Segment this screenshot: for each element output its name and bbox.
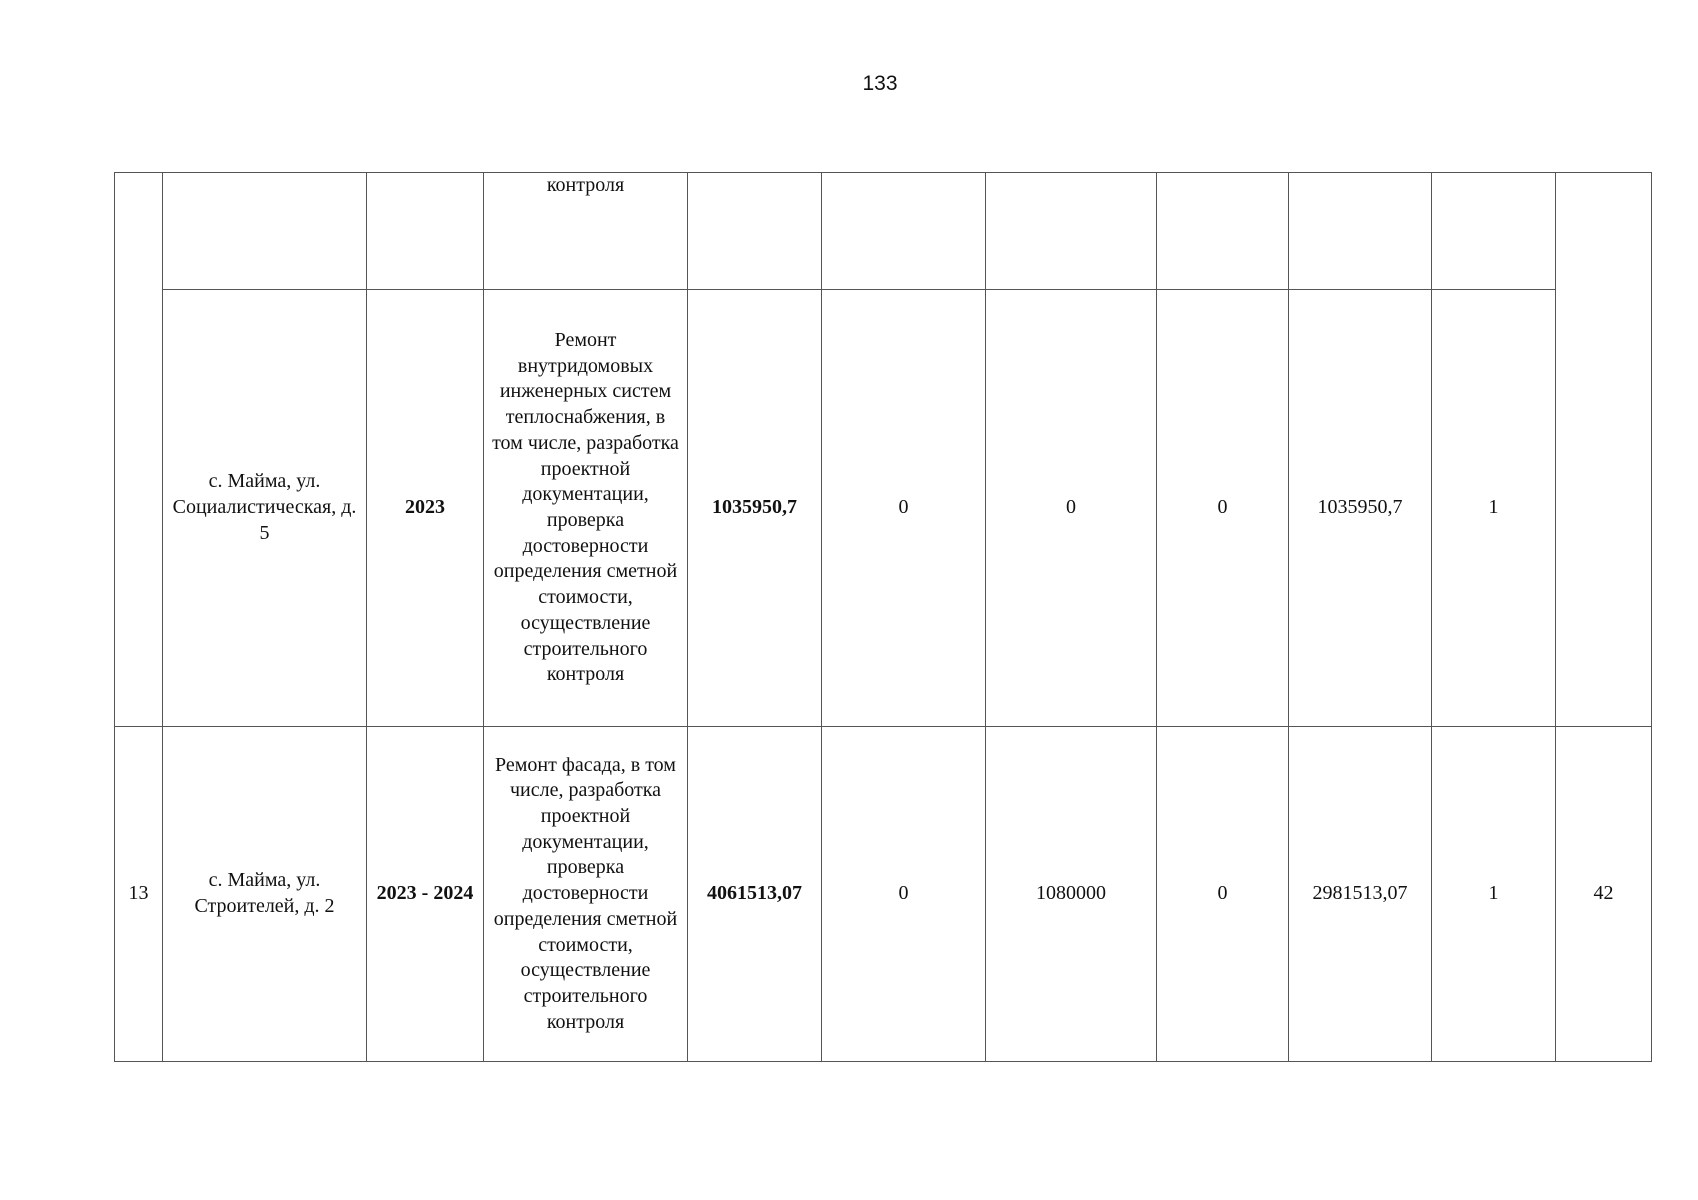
funding-cell-2: 1080000 xyxy=(986,727,1157,1062)
page-number: 133 xyxy=(862,72,898,95)
funding-cell-3: 0 xyxy=(1157,290,1289,727)
address-cell: с. Майма, ул. Социалистическая, д. 5 xyxy=(163,290,367,727)
row-number-cell: 13 xyxy=(115,727,163,1062)
address-cell xyxy=(163,173,367,290)
funding-cell-3: 0 xyxy=(1157,727,1289,1062)
table-row xyxy=(115,173,1652,290)
period-cell: 2023 xyxy=(367,290,484,727)
table-row xyxy=(115,727,1652,1062)
work-description-cell: Ремонт фасада, в том числе, разработка проектной документации, проверка достоверности определения сметной стоимости, осуществление строительного контроля xyxy=(484,727,688,1062)
total-cost-cell: 4061513,07 xyxy=(688,727,822,1062)
address-cell: с. Майма, ул. Строителей, д. 2 xyxy=(163,727,367,1062)
work-description-cell: контроля xyxy=(484,173,688,290)
funding-cell-3 xyxy=(1157,173,1289,290)
extra-cell xyxy=(1556,173,1652,727)
funding-cell-1 xyxy=(822,173,986,290)
total-cost-cell xyxy=(688,173,822,290)
funding-cell-1: 0 xyxy=(822,727,986,1062)
extra-cell: 42 xyxy=(1556,727,1652,1062)
funding-cell-1: 0 xyxy=(822,290,986,727)
funding-cell-2 xyxy=(986,173,1157,290)
period-cell: 2023 - 2024 xyxy=(367,727,484,1062)
funding-cell-2: 0 xyxy=(986,290,1157,727)
funding-cell-4: 2981513,07 xyxy=(1289,727,1432,1062)
period-cell xyxy=(367,173,484,290)
table-row xyxy=(115,290,1652,727)
count-cell xyxy=(1432,173,1556,290)
funding-cell-4: 1035950,7 xyxy=(1289,290,1432,727)
total-cost-cell: 1035950,7 xyxy=(688,290,822,727)
funding-cell-4 xyxy=(1289,173,1432,290)
count-cell: 1 xyxy=(1432,727,1556,1062)
count-cell: 1 xyxy=(1432,290,1556,727)
work-description-cell: Ремонт внутридомовых инженерных систем теплоснабжения, в том числе, разработка проектной документации, проверка достоверности определения сметной стоимости, осуществление строительного контроля xyxy=(484,290,688,727)
row-number-cell xyxy=(115,173,163,727)
repair-program-table xyxy=(114,172,1652,1062)
